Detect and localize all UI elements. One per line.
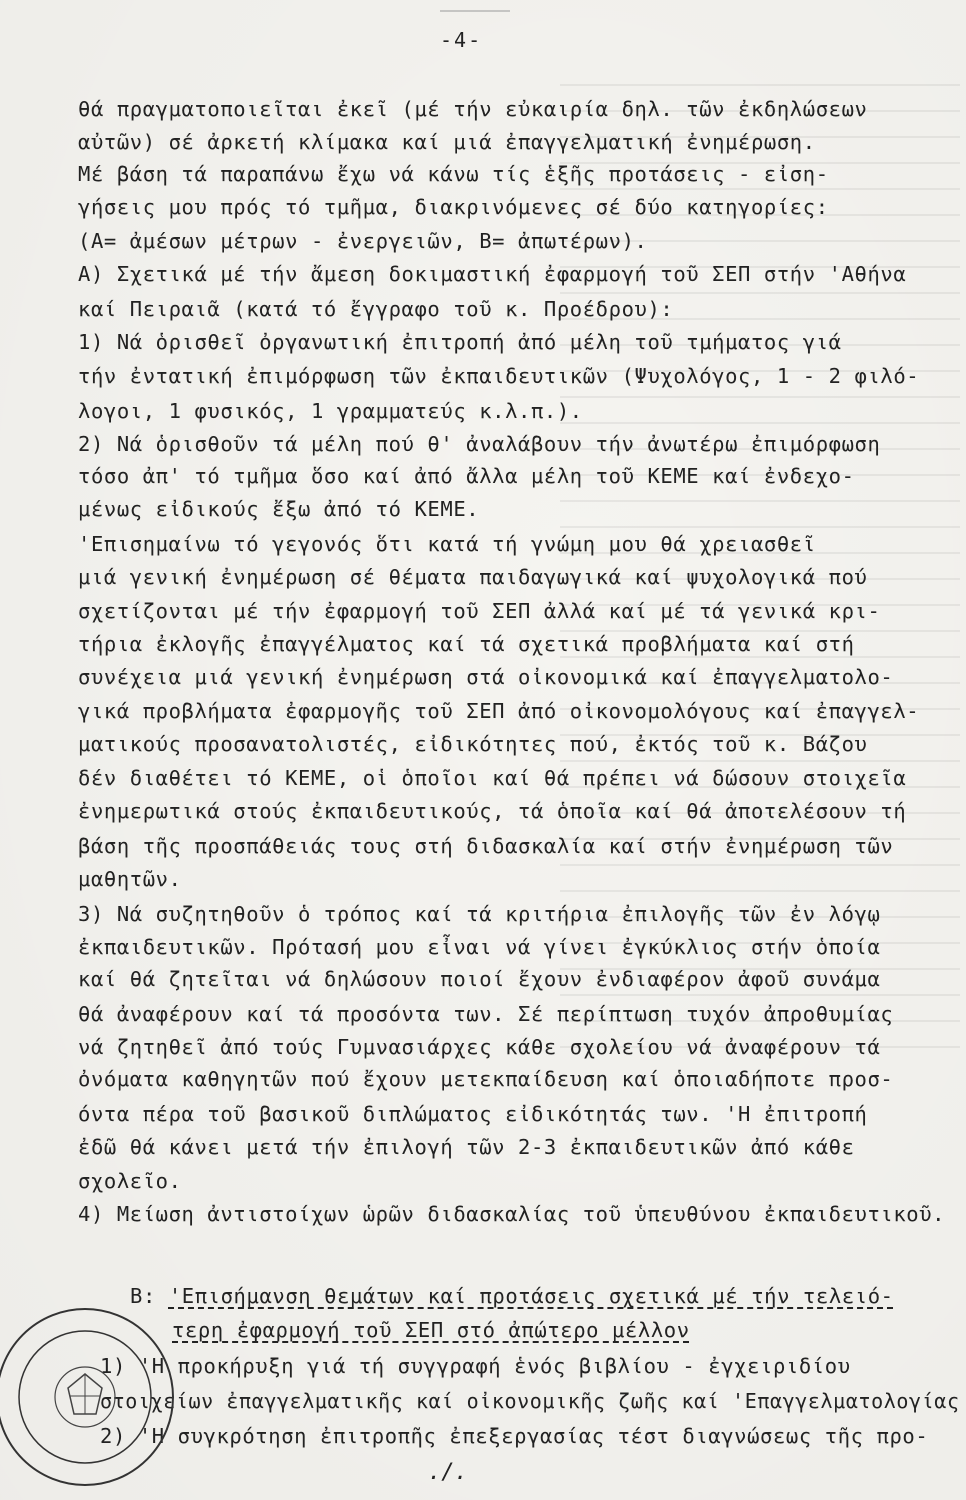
section-b-heading-line-2 <box>172 1316 690 1344</box>
body-line: Μέ βάση τά παραπάνω ἔχω νά κάνω τίς ἑξῆς προτάσεις - εἰση- <box>78 162 829 186</box>
body-line: μιά γενική ἐνημέρωση σέ θέματα παιδαγωγικά καί ψυχολογικά πού <box>78 565 868 589</box>
page-number: -4- <box>440 28 483 52</box>
body-line: καί Πειραιᾶ (κατά τό ἔγγραφο τοῦ κ. Προέδρου): <box>78 297 674 321</box>
body-line: ματικούς προσανατολιστές, εἰδικότητες πού, ἐκτός τοῦ κ. Βάζου <box>78 732 868 756</box>
body-line: (Α= ἀμέσων μέτρων - ἐνεργειῶν, Β= ἀπωτέρων). <box>78 229 648 253</box>
section-b-heading-1: 'Επισήμανση θεμάτων καί προτάσεις σχετικά μέ τήν τελειό- <box>168 1284 894 1308</box>
section-b-heading-line-1 <box>130 1282 894 1310</box>
body-line: δέν διαθέτει τό ΚΕΜΕ, οἱ ὁποῖοι καί θά πρέπει νά δώσουν στοιχεῖα <box>78 766 907 790</box>
body-line: θά ἀναφέρουν καί τά προσόντα των. Σέ περίπτωση τυχόν ἀπροθυμίας <box>78 1002 894 1026</box>
section-b-heading-2: τερη ἐφαρμογή τοῦ ΣΕΠ στό ἀπώτερο μέλλον <box>172 1318 690 1342</box>
body-line: 4) Μείωση ἀντιστοίχων ὡρῶν διδασκαλίας τοῦ ὑπευθύνου ἐκπαιδευτικοῦ. <box>78 1202 946 1226</box>
body-line: συνέχεια μιά γενική ἐνημέρωση στά οἰκονομικά καί ἐπαγγελματολο- <box>78 665 894 689</box>
body-line: ἐνημερωτικά στούς ἐκπαιδευτικούς, τά ὁποῖα καί θά ἀποτελέσουν τή <box>78 799 907 823</box>
body-line: όντα πέρα τοῦ βασικοῦ διπλώματος εἰδικότητάς των. 'Η ἐπιτροπή <box>78 1102 868 1126</box>
section-b-item: 2) 'Η συγκρότηση ἐπιτροπῆς ἐπεξεργασίας τέστ διαγνώσεως τῆς προ- <box>100 1424 929 1448</box>
body-line: 'Επισημαίνω τό γεγονός ὅτι κατά τή γνώμη μου θά χρειασθεῖ <box>78 532 816 556</box>
body-line: σχολεῖο. <box>78 1169 182 1193</box>
official-seal-stamp <box>0 1302 180 1492</box>
body-line: σχετίζονται μέ τήν ἐφαρμογή τοῦ ΣΕΠ ἀλλά καί μέ τά γενικά κρι- <box>78 599 881 623</box>
body-line: 1) Νά ὁρισθεῖ ὀργανωτική ἐπιτροπή ἀπό μέλη τοῦ τμήματος γιά <box>78 330 842 354</box>
body-line: 2) Νά ὁρισθοῦν τά μέλη πού θ' ἀναλάβουν τήν ἀνωτέρω ἐπιμόρφωση <box>78 432 881 456</box>
section-b-label: Β: <box>130 1284 156 1308</box>
body-line: ὀνόματα καθηγητῶν πού ἔχουν μετεκπαίδευση καί ὁποιαδήποτε προσ- <box>78 1067 894 1091</box>
section-b-item: 1) 'Η προκήρυξη γιά τή συγγραφή ἑνός βιβλίου - ἐγχειριδίου <box>100 1354 851 1378</box>
body-line: μένως εἰδικούς ἔξω ἀπό τό ΚΕΜΕ. <box>78 497 480 521</box>
body-line: Α) Σχετικά μέ τήν ἄμεση δοκιμαστική ἐφαρμογή τοῦ ΣΕΠ στήν 'Αθήνα <box>78 262 907 286</box>
body-line: θά πραγματοποιεῖται ἐκεῖ (μέ τήν εὐκαιρία δηλ. τῶν ἐκδηλώσεων <box>78 97 868 121</box>
body-line: τόσο ἀπ' τό τμῆμα ὅσο καί ἀπό ἄλλα μέλη τοῦ ΚΕΜΕ καί ἐνδεχο- <box>78 464 855 488</box>
body-line: τήν ἐντατική ἐπιμόρφωση τῶν ἐκπαιδευτικῶν (Ψυχολόγος, 1 - 2 φιλό- <box>78 364 920 388</box>
body-line: νά ζητηθεῖ ἀπό τούς Γυμνασιάρχες κάθε σχολείου νά ἀναφέρουν τά <box>78 1035 881 1059</box>
body-line: γικά προβλήματα ἐφαρμογῆς τοῦ ΣΕΠ ἀπό οἰκονομολόγους καί ἐπαγγελ- <box>78 699 920 723</box>
body-line: αὐτῶν) σέ ἀρκετή κλίμακα καί μιά ἐπαγγελματική ἐνημέρωση. <box>78 130 816 154</box>
body-line: ἐκπαιδευτικῶν. Πρότασή μου εἶναι νά γίνει ἐγκύκλιος στήν ὁποία <box>78 935 881 959</box>
body-line: μαθητῶν. <box>78 867 182 891</box>
continuation-mark: ./. <box>428 1460 468 1485</box>
body-line: ἐδῶ θά κάνει μετά τήν ἐπιλογή τῶν 2-3 ἐκπαιδευτικῶν ἀπό κάθε <box>78 1135 855 1159</box>
body-line: βάση τῆς προσπάθειάς τους στή διδασκαλία καί στήν ἐνημέρωση τῶν <box>78 834 894 858</box>
body-line: καί θά ζητεῖται νά δηλώσουν ποιοί ἔχουν ἐνδιαφέρον ἀφοῦ συνάμα <box>78 967 881 991</box>
top-edge-mark <box>440 0 510 12</box>
body-line: λογοι, 1 φυσικός, 1 γραμματεύς κ.λ.π.). <box>78 399 583 423</box>
section-b-item: στοιχείων ἐπαγγελματικῆς καί οἰκονομικῆς ζωῆς καί 'Επαγγελματολογίας <box>100 1389 960 1413</box>
body-line: τήρια ἐκλογῆς ἐπαγγέλματος καί τά σχετικά προβλήματα καί στή <box>78 632 855 656</box>
body-line: 3) Νά συζητηθοῦν ὁ τρόπος καί τά κριτήρια ἐπιλογῆς τῶν ἐν λόγῳ <box>78 902 881 926</box>
body-line: γήσεις μου πρός τό τμῆμα, διακρινόμενες σέ δύο κατηγορίες: <box>78 195 829 219</box>
